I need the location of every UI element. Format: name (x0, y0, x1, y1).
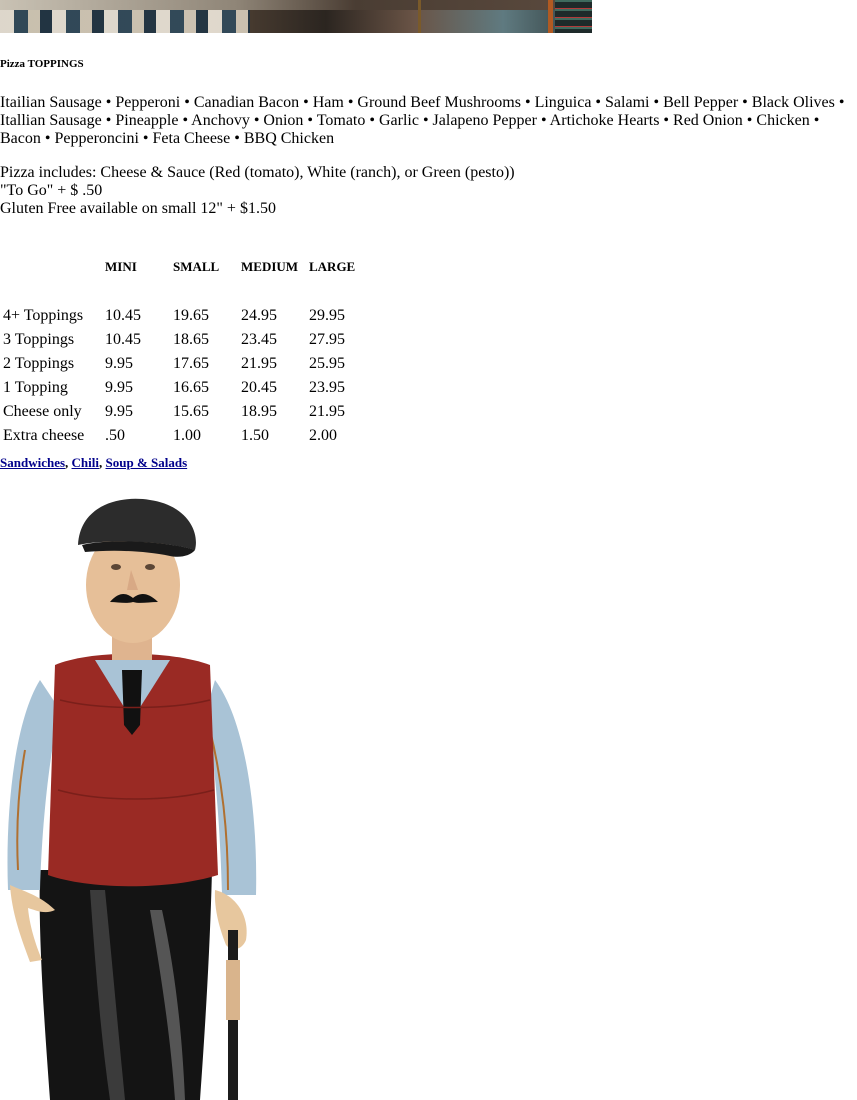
header-large: LARGE (309, 259, 356, 274)
price-medium: 24.95 (241, 307, 277, 324)
header-blank (2, 258, 102, 279)
price-large: 25.95 (309, 355, 345, 372)
link-separator: , (65, 455, 72, 470)
price-medium: 1.50 (241, 427, 269, 444)
price-small: 17.65 (173, 355, 209, 372)
price-small: 1.00 (173, 427, 201, 444)
header-small: SMALL (173, 259, 220, 274)
chili-link[interactable]: Chili (71, 455, 99, 470)
banner-post (418, 0, 421, 33)
table-row (2, 377, 370, 399)
row-label: 2 Toppings (3, 355, 75, 372)
price-small: 15.65 (173, 403, 209, 420)
row-label: Cheese only (3, 403, 82, 420)
price-mini: 9.95 (105, 355, 133, 372)
price-table-header (2, 258, 370, 279)
link-separator: , (99, 455, 106, 470)
banner-counter-strip (0, 0, 592, 10)
price-small: 16.65 (173, 379, 209, 396)
banner-pole (548, 0, 553, 33)
row-label: 3 Toppings (3, 331, 75, 348)
includes-note: Pizza includes: Cheese & Sauce (Red (tomato), White (ranch), or Green (pesto)) (0, 164, 515, 181)
soup-salads-link[interactable]: Soup & Salads (105, 455, 188, 470)
sandwiches-link[interactable]: Sandwiches (0, 455, 66, 470)
menu-links (0, 455, 187, 471)
header-medium: MEDIUM (241, 259, 299, 274)
price-medium: 20.45 (241, 379, 277, 396)
table-row (2, 425, 370, 447)
table-row (2, 401, 370, 423)
price-large: 21.95 (309, 403, 345, 420)
table-row (2, 353, 370, 375)
row-label: Extra cheese (3, 427, 85, 444)
price-small: 19.65 (173, 307, 209, 324)
price-large: 23.95 (309, 379, 345, 396)
price-medium: 23.45 (241, 331, 277, 348)
price-large: 27.95 (309, 331, 345, 348)
price-mini: .50 (105, 427, 125, 444)
to-go-note: "To Go" + $ .50 (0, 182, 103, 199)
header-mini: MINI (105, 259, 137, 274)
price-medium: 21.95 (241, 355, 277, 372)
price-mini: 10.45 (105, 331, 141, 348)
price-mini: 9.95 (105, 403, 133, 420)
price-small: 18.65 (173, 331, 209, 348)
banner-shelf (555, 0, 592, 33)
gluten-free-note: Gluten Free available on small 12" + $1.50 (0, 200, 276, 217)
pizza-notes (0, 164, 515, 218)
banner-awning-stripes (0, 10, 250, 33)
table-row (2, 329, 370, 351)
banner-photo (0, 0, 592, 33)
toppings-list: Itailian Sausage • Pepperoni • Canadian Bacon • Ham • Ground Beef Mushrooms • Linguica • Salami • Bell Pepper • Black Olives • Itallian Sausage • Pineapple • Anchovy • Onion • Tomato • Garlic • Jalapeno Pepper • Artichoke Hearts • Red Onion • Chicken • Bacon • Pepperoncini • Feta Cheese • BBQ Chicken (0, 94, 845, 147)
price-medium: 18.95 (241, 403, 277, 420)
price-mini: 9.95 (105, 379, 133, 396)
golfer-statue-image (0, 490, 262, 1100)
price-large: 2.00 (309, 427, 337, 444)
table-spacer-row (2, 281, 370, 303)
price-large: 29.95 (309, 307, 345, 324)
table-row (2, 305, 370, 327)
section-heading: Pizza TOPPINGS (0, 58, 84, 70)
price-table (0, 256, 372, 449)
row-label: 4+ Toppings (3, 307, 84, 324)
price-mini: 10.45 (105, 307, 141, 324)
row-label: 1 Topping (3, 379, 68, 396)
